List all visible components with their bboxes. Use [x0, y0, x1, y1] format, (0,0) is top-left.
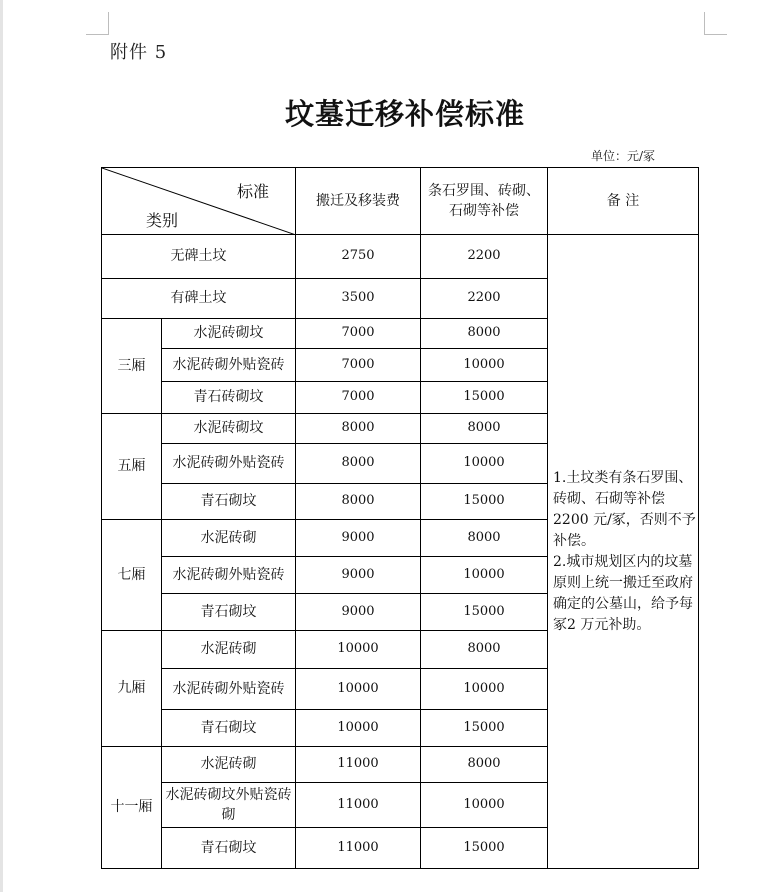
remark-cell	[548, 235, 699, 869]
group-name-cell: 三厢	[102, 319, 162, 414]
group-name-cell: 七厢	[102, 520, 162, 631]
stone-compensation-cell: 10000	[421, 349, 548, 382]
stone-compensation-cell: 15000	[421, 710, 548, 747]
table-header-row	[102, 168, 699, 235]
stone-compensation-cell: 8000	[421, 631, 548, 669]
relocation-fee-cell: 10000	[296, 710, 421, 747]
relocation-fee-cell: 7000	[296, 349, 421, 382]
group-name-cell: 十一厢	[102, 747, 162, 869]
remark-item-1: 1.土坟类有条石罗围、砖砌、石砌等补偿2200 元/冢，否则不予补偿。	[553, 469, 696, 549]
relocation-fee-cell: 9000	[296, 520, 421, 557]
relocation-fee-cell: 11000	[296, 747, 421, 783]
tomb-type-cell: 水泥砖砌外贴瓷砖	[162, 669, 296, 710]
stone-compensation-cell: 8000	[421, 414, 548, 444]
stone-compensation-cell: 15000	[421, 828, 548, 869]
relocation-fee-cell: 11000	[296, 783, 421, 828]
stone-compensation-cell: 2200	[421, 235, 548, 279]
relocation-fee-cell: 9000	[296, 594, 421, 631]
stone-compensation-cell: 8000	[421, 520, 548, 557]
category-cell: 无碑土坟	[102, 235, 296, 279]
attachment-label: 附件 5	[110, 42, 168, 63]
header-relocation-fee: 搬迁及移装费	[296, 168, 421, 235]
relocation-fee-cell: 10000	[296, 631, 421, 669]
table-row	[102, 235, 699, 279]
tomb-type-cell: 青石砌坟	[162, 594, 296, 631]
relocation-fee-cell: 3500	[296, 279, 421, 319]
group-name-cell: 五厢	[102, 414, 162, 520]
category-cell: 有碑土坟	[102, 279, 296, 319]
diagonal-header-cell	[102, 168, 296, 235]
tomb-type-cell: 水泥砖砌	[162, 520, 296, 557]
stone-compensation-cell: 10000	[421, 557, 548, 594]
page-title: 坟墓迁移补偿标准	[284, 97, 525, 131]
relocation-fee-cell: 7000	[296, 319, 421, 349]
tomb-type-cell: 水泥砖砌外贴瓷砖	[162, 557, 296, 594]
tomb-type-cell: 水泥砖砌坟外贴瓷砖砌	[162, 783, 296, 828]
relocation-fee-cell: 10000	[296, 669, 421, 710]
header-standard: 标准	[236, 182, 269, 201]
relocation-fee-cell: 7000	[296, 382, 421, 414]
crop-mark-top-left	[86, 12, 109, 35]
relocation-fee-cell: 8000	[296, 414, 421, 444]
stone-compensation-cell: 10000	[421, 669, 548, 710]
remark-item-2: 2.城市规划区内的坟墓原则上统一搬迁至政府确定的公墓山，给予每冢2 万元补助。	[553, 553, 693, 633]
stone-compensation-cell: 15000	[421, 594, 548, 631]
tomb-type-cell: 青石砌坟	[162, 710, 296, 747]
unit-note: 单位：元/冢	[591, 149, 656, 163]
tomb-type-cell: 青石砌坟	[162, 828, 296, 869]
tomb-type-cell: 水泥砖砌	[162, 631, 296, 669]
tomb-type-cell: 水泥砖砌坟	[162, 414, 296, 444]
tomb-type-cell: 青石砌坟	[162, 484, 296, 520]
tomb-type-cell: 水泥砖砌坟	[162, 319, 296, 349]
stone-compensation-cell: 15000	[421, 484, 548, 520]
stone-compensation-cell: 8000	[421, 747, 548, 783]
relocation-fee-cell: 2750	[296, 235, 421, 279]
tomb-type-cell: 水泥砖砌外贴瓷砖	[162, 444, 296, 484]
stone-compensation-cell: 10000	[421, 444, 548, 484]
header-stone-compensation: 条石罗围、砖砌、石砌等补偿	[421, 168, 548, 235]
stone-compensation-cell: 8000	[421, 319, 548, 349]
crop-mark-top-right	[704, 12, 727, 35]
compensation-table	[101, 167, 699, 869]
tomb-type-cell: 水泥砖砌外贴瓷砖	[162, 349, 296, 382]
relocation-fee-cell: 8000	[296, 444, 421, 484]
header-category: 类别	[146, 210, 179, 230]
stone-compensation-cell: 15000	[421, 382, 548, 414]
tomb-type-cell: 青石砖砌坟	[162, 382, 296, 414]
relocation-fee-cell: 9000	[296, 557, 421, 594]
stone-compensation-cell: 2200	[421, 279, 548, 319]
relocation-fee-cell: 8000	[296, 484, 421, 520]
header-remark: 备 注	[548, 168, 699, 235]
page-edge	[0, 0, 3, 892]
relocation-fee-cell: 11000	[296, 828, 421, 869]
stone-compensation-cell: 10000	[421, 783, 548, 828]
tomb-type-cell: 水泥砖砌	[162, 747, 296, 783]
group-name-cell: 九厢	[102, 631, 162, 747]
